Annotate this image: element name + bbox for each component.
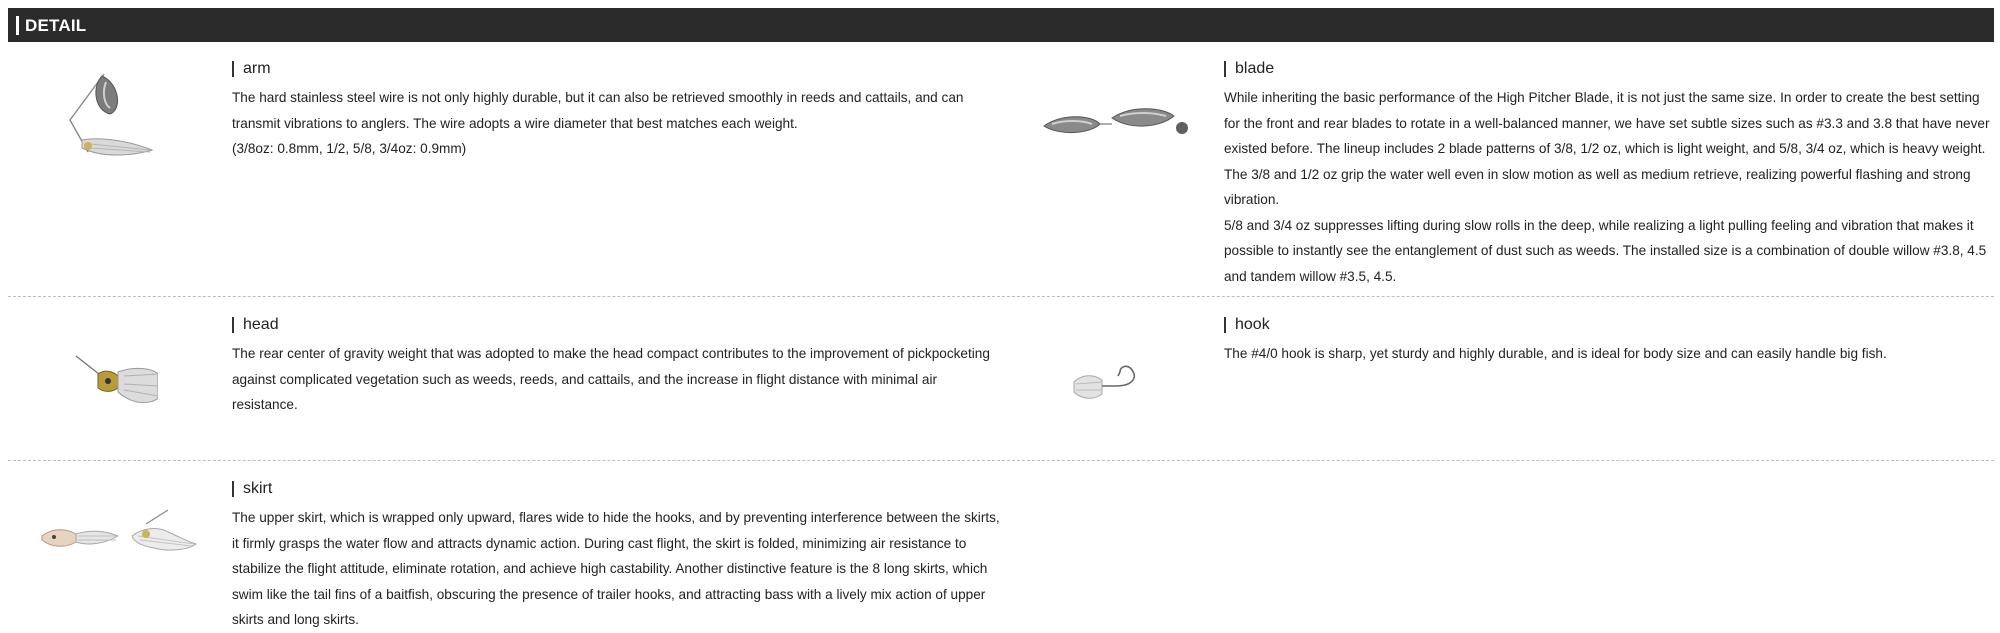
head-image bbox=[74, 352, 158, 416]
blade-description-heavy: 5/8 and 3/4 oz suppresses lifting during slow rolls in the deep, while realizing a light pulling feeling and vibration that makes it possible to instantly see the entanglement of dust such as weeds. The installed size is a combination of double willow #3.8, 4.5 and tandem willow #3.5, 4.5. bbox=[1224, 217, 1987, 284]
hook-title: hook bbox=[1235, 316, 1270, 333]
skirt-description: The upper skirt, which is wrapped only upward, flares wide to hide the hooks, and by preventing interference between the skirts, it firmly grasps the water flow and attracts dynamic action. During cast flight, the skirt is folded, minimizing air resistance to stabilize the flight attitude, eliminate rotation, and achieve high castability. Another distinctive feature is the 8 long skirts, which swim like the tail fins of a baitfish, obscuring the presence of trailer hooks, and attracting bass with a lively mix action of upper skirts and long skirts. bbox=[232, 510, 1000, 627]
detail-hook bbox=[1224, 315, 1994, 367]
blade-title: blade bbox=[1235, 60, 1275, 77]
lure-head-icon bbox=[74, 352, 158, 416]
blade-description: While inheriting the basic performance of the High Pitcher Blade, it is not just the same size. In order to create the best setting for the front and rear blades to rotate in a well-balanced manner, we have set subtle sizes such as #3.3 and 3.8 that have never existed before. The lineup includes 2 blade patterns of 3/8, 1/2 oz, which is light weight, and 5/8, 3/4 oz, which is heavy weight. The 3/8 and 1/2 oz grip the water well even in slow motion as well as medium retrieve, realizing powerful flashing and strong vibration. bbox=[1224, 90, 1990, 207]
arm-title: arm bbox=[243, 60, 271, 77]
skirt-image bbox=[38, 506, 198, 566]
spinnerbait-arm-icon bbox=[62, 70, 158, 166]
arm-spec-note: (3/8oz: 0.8mm, 1/2, 5/8, 3/4oz: 0.9mm) bbox=[232, 141, 467, 156]
row-divider-2 bbox=[8, 460, 1994, 461]
hook-image bbox=[1072, 360, 1142, 408]
head-title: head bbox=[243, 316, 279, 333]
detail-header-bar bbox=[8, 8, 1994, 42]
header-accent-bar bbox=[16, 16, 19, 35]
section-title: DETAIL bbox=[25, 16, 87, 35]
arm-description: The hard stainless steel wire is not only highly durable, but it can also be retrieved smoothly in reeds and cattails, and can transmit vibrations to anglers. The wire adopts a wire diameter that best matches each weight. bbox=[232, 90, 964, 131]
willow-blades-icon bbox=[1040, 102, 1198, 148]
detail-blade bbox=[1224, 59, 1994, 289]
hook-description: The #4/0 hook is sharp, yet sturdy and highly durable, and is ideal for body size and can easily handle big fish. bbox=[1224, 346, 1887, 361]
detail-head bbox=[232, 315, 1002, 418]
hook-icon bbox=[1072, 360, 1142, 408]
detail-skirt bbox=[232, 479, 1002, 633]
skirt-icon bbox=[38, 506, 198, 566]
blade-image bbox=[1040, 102, 1198, 148]
head-description: The rear center of gravity weight that was adopted to make the head compact contributes to the improvement of pickpocketing against complicated vegetation such as weeds, reeds, and cattails, and the increase in flight distance with minimal air resistance. bbox=[232, 346, 990, 412]
row-divider-1 bbox=[8, 296, 1994, 297]
skirt-title: skirt bbox=[243, 480, 273, 497]
arm-image bbox=[62, 70, 158, 166]
detail-arm bbox=[232, 59, 1002, 162]
